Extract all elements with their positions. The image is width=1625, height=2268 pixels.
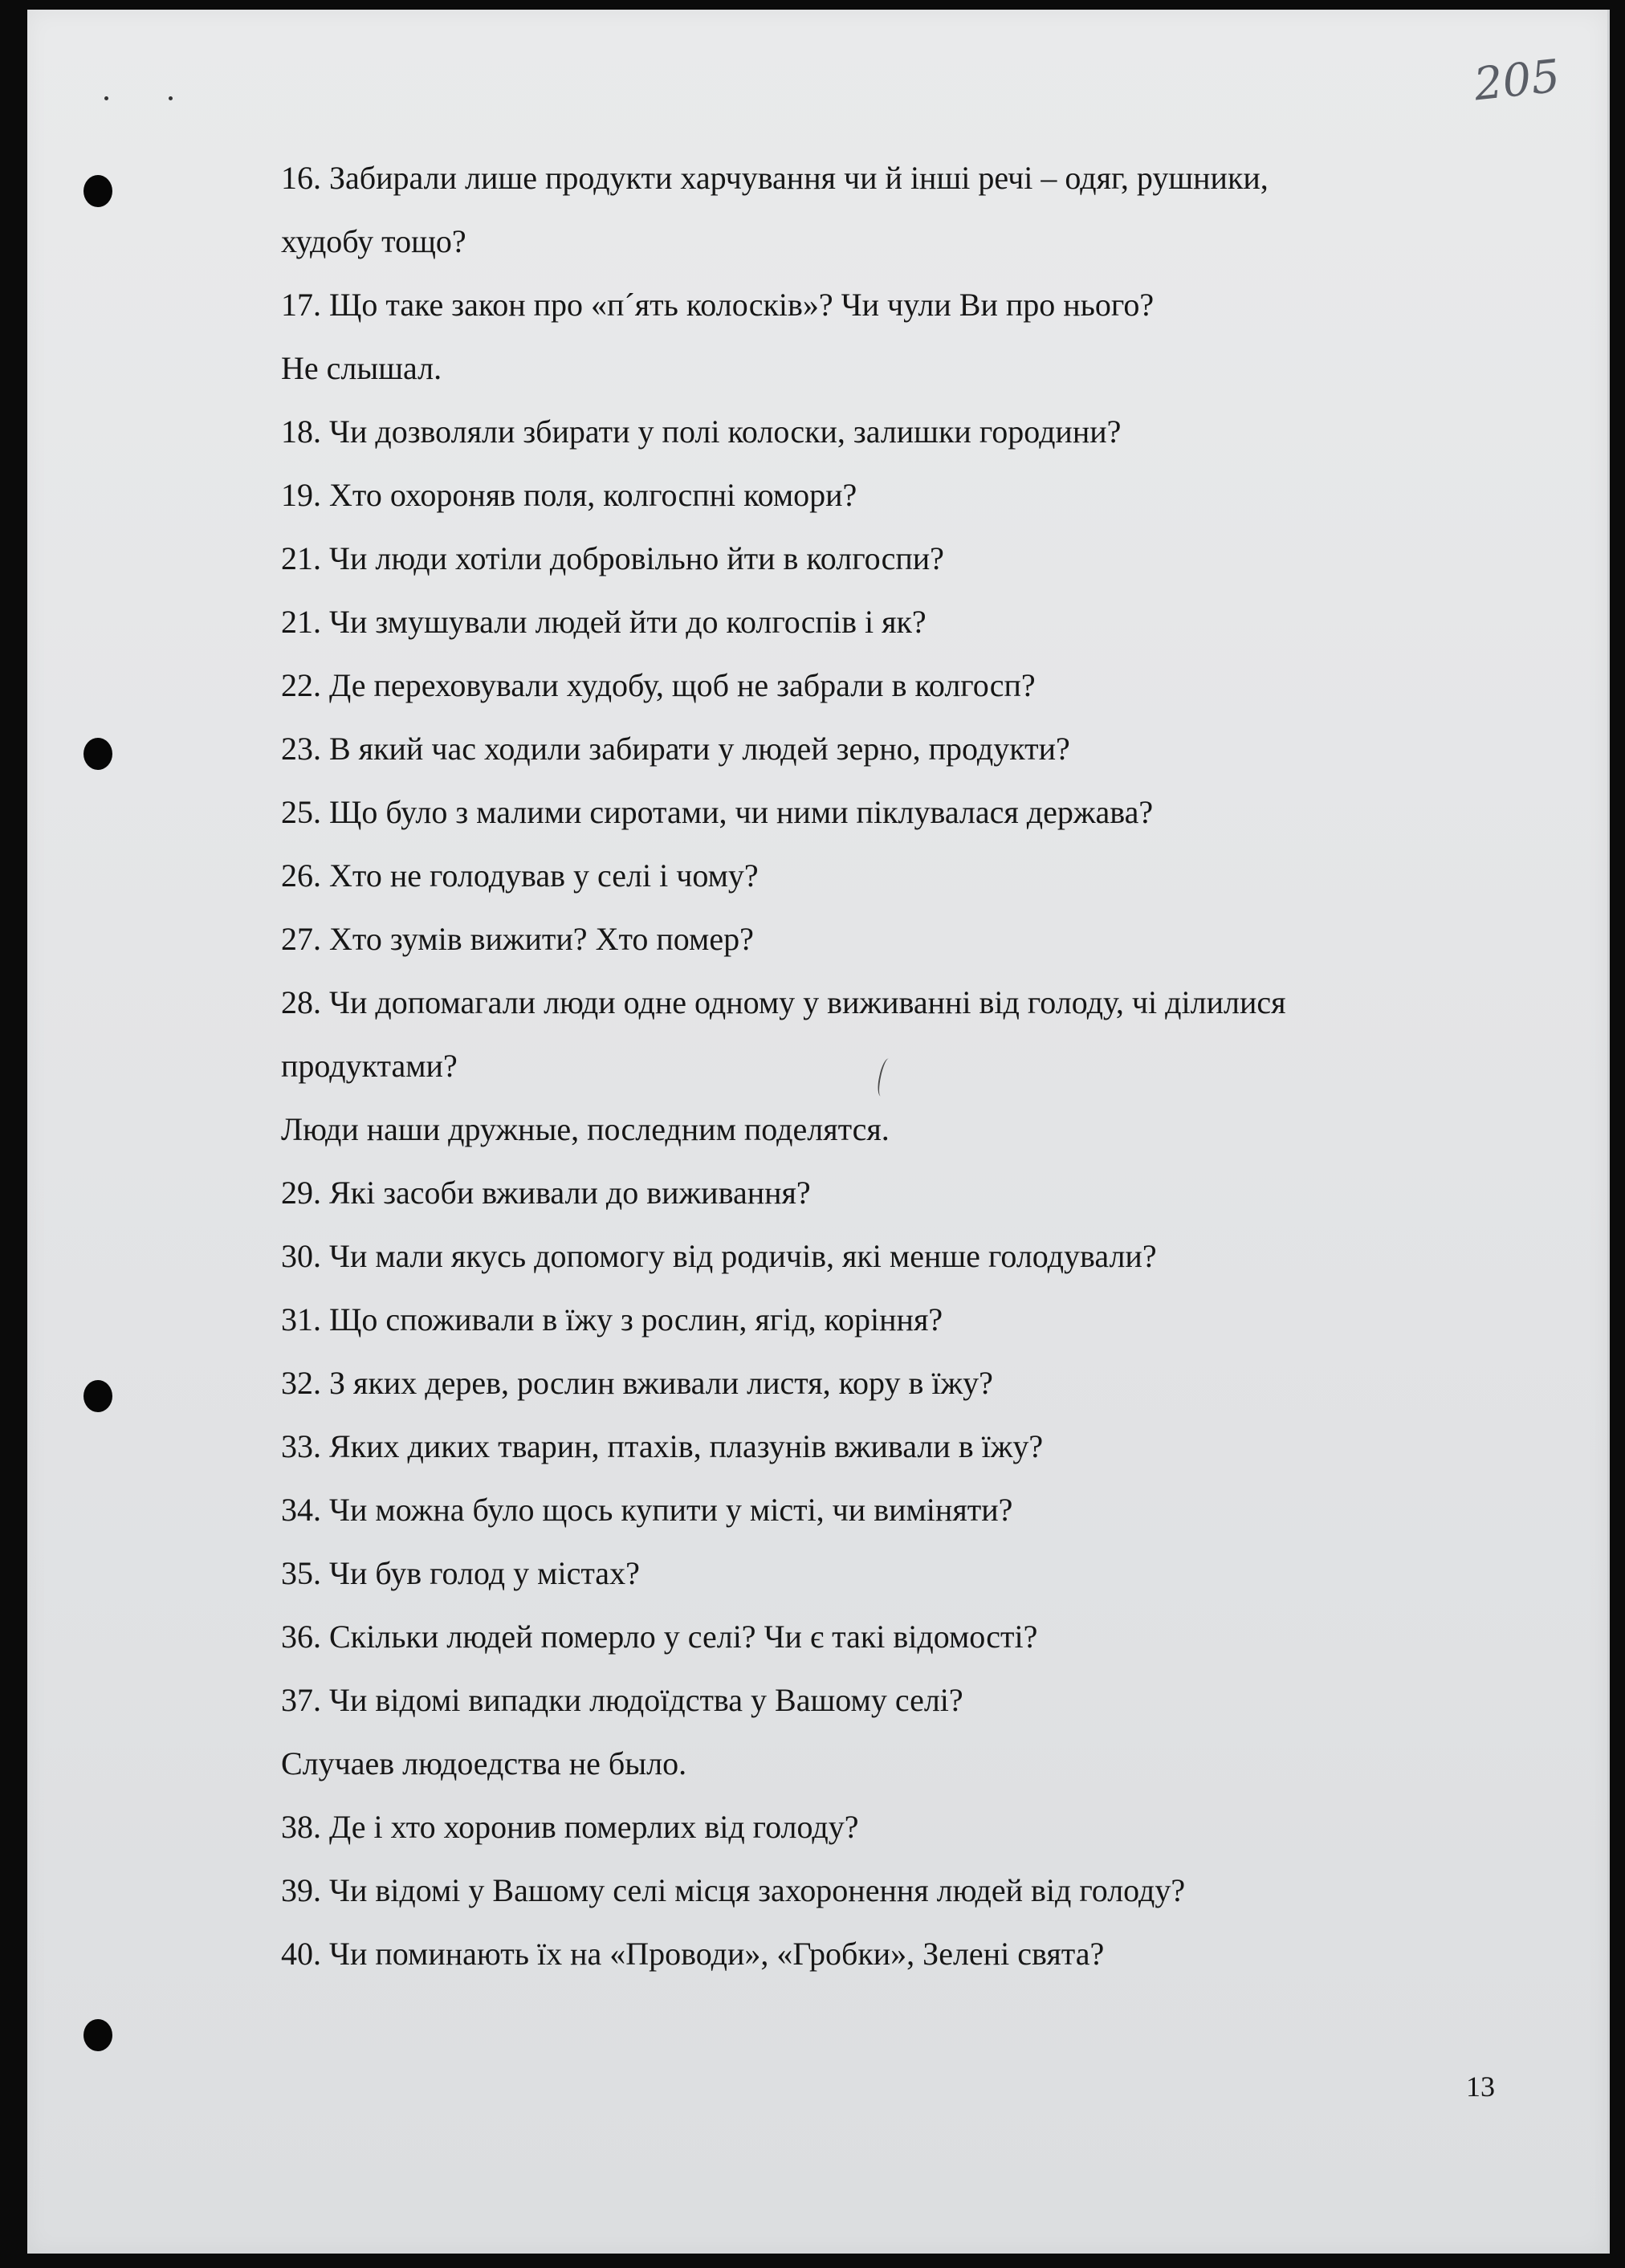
- speck: [104, 96, 108, 100]
- handwritten-archive-number: 205: [1471, 50, 1562, 112]
- text-line: 32. З яких дерев, рослин вживали листя, кору в їжу?: [281, 1365, 993, 1401]
- text-line: Случаев людоедства не было.: [281, 1745, 687, 1781]
- text-line: 40. Чи поминають їх на «Проводи», «Гробки», Зелені свята?: [281, 1936, 1105, 1972]
- text-line: 34. Чи можна було щось купити у місті, чи виміняти?: [281, 1492, 1013, 1528]
- text-line: худобу тощо?: [281, 223, 466, 259]
- text-line: 27. Хто зумів вижити? Хто помер?: [281, 921, 754, 957]
- text-line: 30. Чи мали якусь допомогу від родичів, які менше голодували?: [281, 1238, 1157, 1274]
- text-line: 26. Хто не голодував у селі і чому?: [281, 857, 759, 894]
- text-line: 35. Чи був голод у містах?: [281, 1555, 640, 1591]
- text-line: 23. В який час ходили забирати у людей зерно, продукти?: [281, 731, 1070, 767]
- text-line: Люди наши дружные, последним поделятся.: [281, 1111, 890, 1147]
- text-line: 37. Чи відомі випадки людоїдства у Вашому селі?: [281, 1682, 963, 1718]
- text-line: 22. Де переховували худобу, щоб не забрали в колгосп?: [281, 667, 1036, 703]
- punch-hole: [83, 738, 112, 770]
- text-line: 21. Чи змушували людей йти до колгоспів і як?: [281, 604, 927, 640]
- text-line: Не слышал.: [281, 350, 442, 386]
- text-line: 28. Чи допомагали люди одне одному у виживанні від голоду, чі ділилися: [281, 984, 1286, 1020]
- text-line: 33. Яких диких тварин, птахів, плазунів вживали в їжу?: [281, 1428, 1044, 1464]
- punch-hole: [83, 2019, 112, 2051]
- punch-hole: [83, 1380, 112, 1412]
- text-line: 36. Скільки людей померло у селі? Чи є такі відомості?: [281, 1619, 1038, 1655]
- text-line: 19. Хто охороняв поля, колгоспні комори?: [281, 477, 857, 513]
- text-line: 31. Що споживали в їжу з рослин, ягід, коріння?: [281, 1301, 943, 1338]
- text-line: 25. Що було з малими сиротами, чи ними піклувалася держава?: [281, 794, 1154, 830]
- punch-hole: [83, 175, 112, 207]
- text-line: 39. Чи відомі у Вашому селі місця захоронення людей від голоду?: [281, 1872, 1186, 1908]
- text-line: 18. Чи дозволяли збирати у полі колоски, залишки городини?: [281, 413, 1122, 450]
- text-line: 16. Забирали лише продукти харчування чи й інші речі – одяг, рушники,: [281, 160, 1269, 196]
- text-line: 38. Де і хто хоронив померлих від голоду?: [281, 1809, 859, 1845]
- text-line: продуктами?: [281, 1048, 458, 1084]
- text-line: 29. Які засоби вживали до виживання?: [281, 1175, 811, 1211]
- speck: [169, 96, 173, 100]
- page-number: 13: [1466, 2071, 1495, 2103]
- text-line: 21. Чи люди хотіли добровільно йти в колгоспи?: [281, 540, 944, 576]
- text-line: 17. Що таке закон про «п´ять колосків»? Чи чули Ви про нього?: [281, 287, 1155, 323]
